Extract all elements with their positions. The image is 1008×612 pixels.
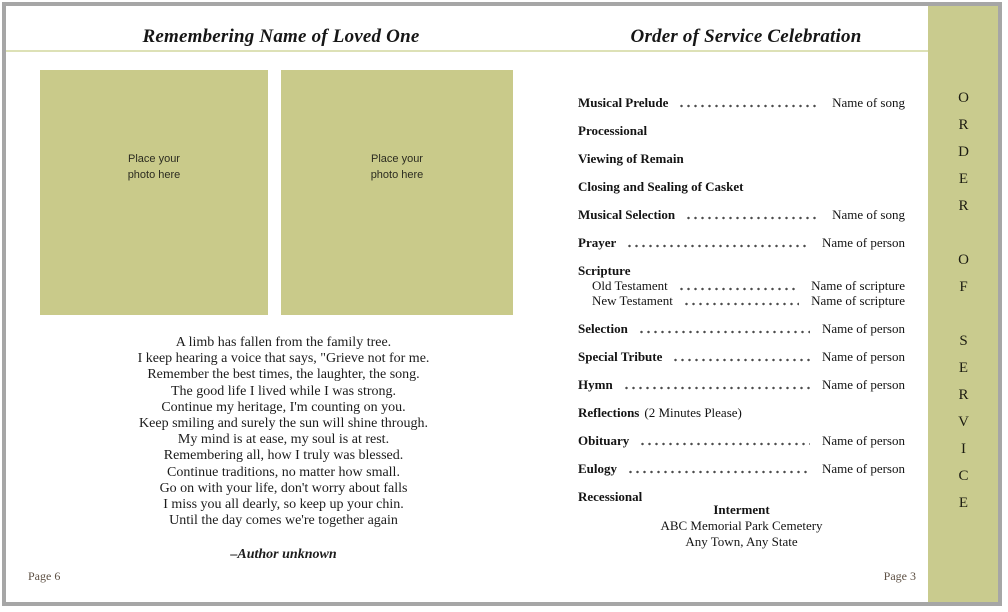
interment-cemetery: ABC Memorial Park Cemetery	[660, 518, 823, 533]
interment-location: Any Town, Any State	[685, 534, 798, 549]
poem-line: Until the day comes we're together again	[169, 513, 398, 529]
service-item-value: Name of person	[821, 461, 905, 476]
service-item-value: Name of scripture	[811, 278, 905, 293]
interment-heading: Interment	[713, 502, 770, 517]
photo-placeholder-label: Place your photo here	[370, 152, 424, 181]
poem-line: Remember the best times, the laughter, the song.	[147, 367, 420, 383]
service-item-label: Hymn	[578, 377, 613, 392]
order-of-service-row	[578, 279, 905, 293]
order-of-service-row	[578, 434, 905, 448]
dotted-leader	[672, 358, 810, 362]
poem-line: My mind is at ease, my soul is at rest.	[177, 432, 390, 448]
service-item-value: Name of song	[832, 95, 905, 110]
dotted-leader	[678, 104, 820, 108]
service-item-label: Eulogy	[578, 461, 618, 476]
service-item-value: Name of person	[821, 235, 905, 250]
service-item-value: Name of person	[821, 433, 905, 448]
dotted-leader	[683, 302, 799, 306]
order-of-service-row	[578, 322, 905, 336]
order-of-service-row	[578, 208, 905, 222]
service-item-label: Old Testament	[592, 278, 668, 293]
poem-line: I miss you all dearly, so keep up your chin.	[163, 497, 404, 513]
service-item-value: Name of person	[821, 377, 905, 392]
memorial-poem	[6, 335, 561, 529]
side-banner-text: ORDER OF SERVICE	[955, 90, 972, 522]
service-item-value: Name of person	[821, 349, 905, 364]
order-of-service-row	[578, 264, 905, 278]
photo-placeholder-left[interactable]	[40, 70, 268, 315]
order-of-service-row	[578, 294, 905, 308]
service-item-label: Scripture	[578, 263, 631, 278]
photo-placeholder-label: Place your photo here	[127, 152, 181, 181]
order-of-service-list	[578, 82, 905, 504]
service-item-label: Special Tribute	[578, 349, 663, 364]
header-rule	[6, 50, 928, 52]
service-item-label: Processional	[578, 123, 648, 138]
service-item-note: (2 Minutes Please)	[644, 405, 742, 420]
photo-placeholder-right[interactable]	[281, 70, 513, 315]
dotted-leader	[626, 244, 810, 248]
service-item-value: Name of scripture	[811, 293, 905, 308]
order-of-service-row	[578, 406, 905, 420]
page-title-right: Order of Service Celebration	[630, 26, 862, 47]
service-item-label: Musical Prelude	[578, 95, 669, 110]
side-accent-band	[928, 6, 998, 602]
poem-line: The good life I lived while I was strong.	[170, 383, 397, 399]
order-of-service-row	[578, 180, 905, 194]
order-of-service-row	[578, 378, 905, 392]
service-item-label: Musical Selection	[578, 207, 676, 222]
poem-line: Remembering all, how I truly was blessed.	[163, 448, 404, 464]
service-item-label: Obituary	[578, 433, 630, 448]
page-number-left: Page 6	[28, 569, 61, 583]
order-of-service-row	[578, 236, 905, 250]
order-of-service-row	[578, 124, 905, 138]
dotted-leader	[627, 470, 810, 474]
order-of-service-row	[578, 96, 905, 110]
poem-line: Go on with your life, don't worry about falls	[159, 480, 408, 496]
interment-block	[578, 502, 905, 550]
service-item-value: Name of song	[832, 207, 905, 222]
poem-attribution: –Author unknown	[230, 547, 337, 562]
service-item-value: Name of person	[821, 321, 905, 336]
order-of-service-row	[578, 350, 905, 364]
poem-line: A limb has fallen from the family tree.	[175, 335, 392, 350]
page-number-right: Page 3	[883, 569, 916, 583]
service-item-label: New Testament	[592, 293, 673, 308]
dotted-leader	[685, 216, 820, 220]
service-item-label: Selection	[578, 321, 628, 336]
poem-line: Continue my heritage, I'm counting on you.	[161, 399, 406, 415]
poem-line: Keep smiling and surely the sun will shine through.	[139, 416, 428, 432]
dotted-leader	[638, 330, 810, 334]
service-item-label: Viewing of Remain	[578, 151, 684, 166]
program-spread	[2, 2, 1002, 606]
order-of-service-row	[578, 152, 905, 166]
service-item-label: Closing and Sealing of Casket	[578, 179, 744, 194]
page-title-left: Remembering Name of Loved One	[142, 26, 420, 47]
service-item-label: Prayer	[578, 235, 617, 250]
poem-line: Continue traditions, no matter how small.	[167, 464, 400, 480]
order-of-service-row	[578, 462, 905, 476]
service-item-label: Recessional	[578, 489, 643, 504]
poem-line: I keep hearing a voice that says, "Grieve not for me.	[137, 351, 430, 367]
dotted-leader	[639, 442, 810, 446]
dotted-leader	[623, 386, 810, 390]
dotted-leader	[678, 287, 799, 291]
service-item-label: Reflections	[578, 405, 640, 420]
